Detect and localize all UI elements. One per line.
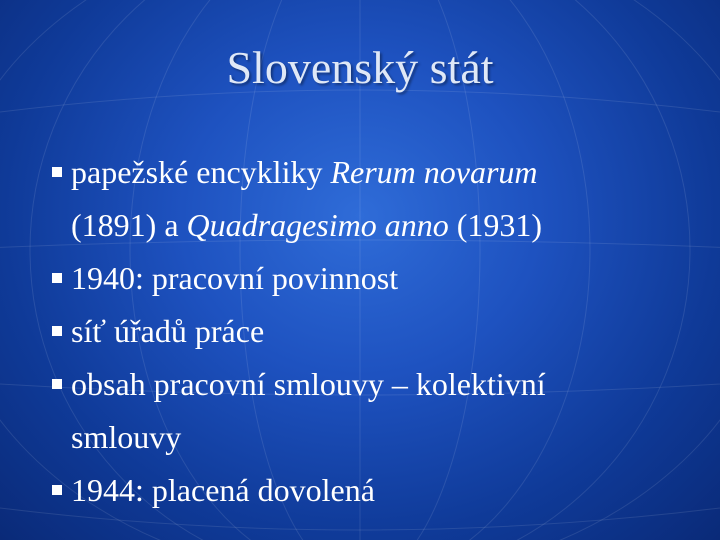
- square-bullet-icon: [52, 167, 62, 177]
- bullet-text-plain: papežské encykliky: [71, 154, 331, 190]
- bullet-item: [50, 146, 690, 252]
- bullet-text-plain: (1931): [448, 207, 543, 243]
- bullet-line: obsah pracovní smlouvy – kolektivní: [71, 366, 546, 402]
- bullet-item: [50, 252, 690, 305]
- bullet-text-plain: (1891) a: [71, 207, 187, 243]
- bullet-text: [71, 358, 690, 464]
- square-bullet-icon: [52, 326, 62, 336]
- bullet-line: [71, 199, 690, 252]
- bullet-text: 1940: pracovní povinnost: [71, 260, 399, 296]
- bullet-text: 1944: placená dovolená: [71, 472, 375, 508]
- bullet-item: [50, 358, 690, 464]
- slide-title: Slovenský stát: [226, 42, 494, 93]
- bullet-line: smlouvy: [71, 419, 182, 455]
- square-bullet-icon: [52, 379, 62, 389]
- bullet-text-italic: Quadragesimo anno: [186, 207, 449, 243]
- bullet-line: [71, 146, 690, 199]
- bullet-text-italic: Rerum novarum: [330, 154, 538, 190]
- bullet-text: síť úřadů práce: [71, 313, 265, 349]
- bullet-item: [50, 464, 690, 517]
- bullet-list: [50, 146, 690, 517]
- square-bullet-icon: [52, 273, 62, 283]
- bullet-text: [71, 146, 690, 252]
- square-bullet-icon: [52, 485, 62, 495]
- bullet-item: [50, 305, 690, 358]
